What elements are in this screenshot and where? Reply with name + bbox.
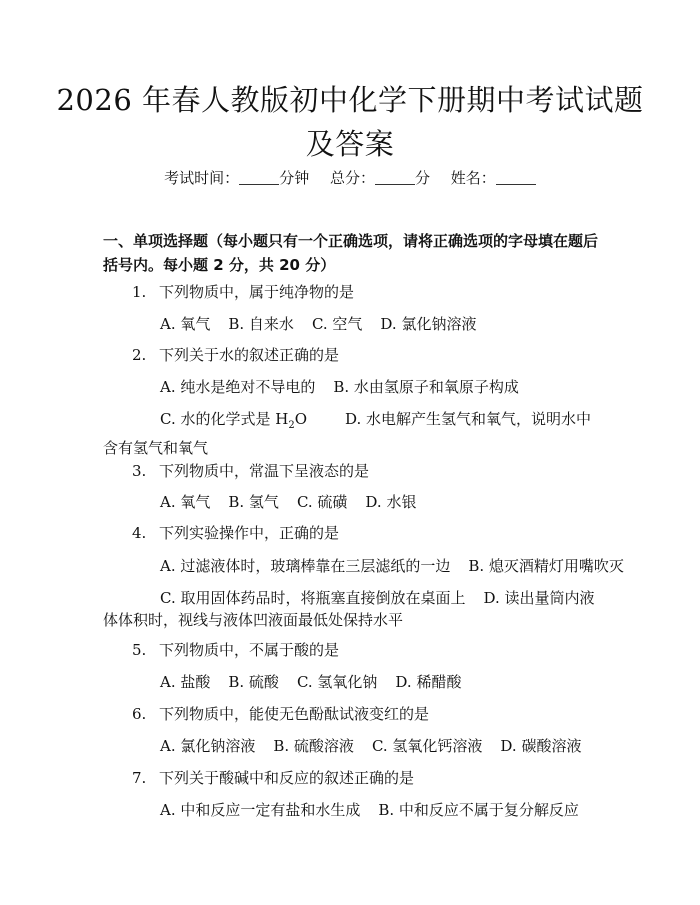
question-4-options-ab: A. 过滤液体时，玻璃棒靠在三层滤纸的一边 B. 熄灭酒精灯用嘴吹灭 [160, 557, 624, 575]
question-4: 4. 下列实验操作中，正确的是 [132, 524, 340, 542]
question-5-options: A. 盐酸 B. 硫酸 C. 氢氧化钠 D. 稀醋酸 [160, 673, 462, 691]
question-6: 6. 下列物质中，能使无色酚酞试液变红的是 [132, 705, 430, 723]
score-field: 总分： 分 [329, 169, 431, 187]
title-line-1: 2026 年春人教版初中化学下册期中考试试题 [56, 83, 644, 117]
question-6-options: A. 氯化钠溶液 B. 硫酸溶液 C. 氢氧化钙溶液 D. 碳酸溶液 [160, 737, 582, 755]
time-blank [239, 170, 279, 185]
time-field: 考试时间： 分钟 [164, 169, 310, 187]
question-2-options-ab: A. 纯水是绝对不导电的 B. 水由氢原子和氧原子构成 [160, 378, 519, 396]
exam-title [0, 78, 700, 166]
section-heading: 一、单项选择题（每小题只有一个正确选项，请将正确选项的字母填在题后括号内。每小题 2 分，共 20 分） [103, 232, 599, 274]
question-3: 3. 下列物质中，常温下呈液态的是 [132, 462, 370, 480]
question-4-options-cd: C. 取用固体药品时，将瓶塞直接倒放在桌面上 D. 读出量筒内液体体积时，视线与液体凹液面最低处保持水平 [103, 589, 595, 629]
question-1-options: A. 氧气 B. 自来水 C. 空气 D. 氯化钠溶液 [160, 315, 477, 333]
question-1: 1. 下列物质中，属于纯净物的是 [132, 283, 355, 301]
question-7-options-ab: A. 中和反应一定有盐和水生成 B. 中和反应不属于复分解反应 [160, 801, 579, 819]
question-5: 5. 下列物质中，不属于酸的是 [132, 641, 340, 659]
question-2: 2. 下列关于水的叙述正确的是 [132, 346, 340, 364]
title-line-2: 及答案 [305, 127, 395, 161]
exam-info-line [0, 168, 700, 188]
score-blank [375, 170, 415, 185]
name-blank [496, 170, 536, 185]
question-2-options-cd: C. 水的化学式是 $H_2O$ D. 水电解产生氢气和氧气，说明水中含有氢气和氧气 [103, 410, 592, 457]
question-3-options: A. 氧气 B. 氢气 C. 硫磺 D. 水银 [160, 493, 417, 511]
question-7: 7. 下列关于酸碱中和反应的叙述正确的是 [132, 769, 415, 787]
name-field: 姓名： [451, 169, 536, 187]
